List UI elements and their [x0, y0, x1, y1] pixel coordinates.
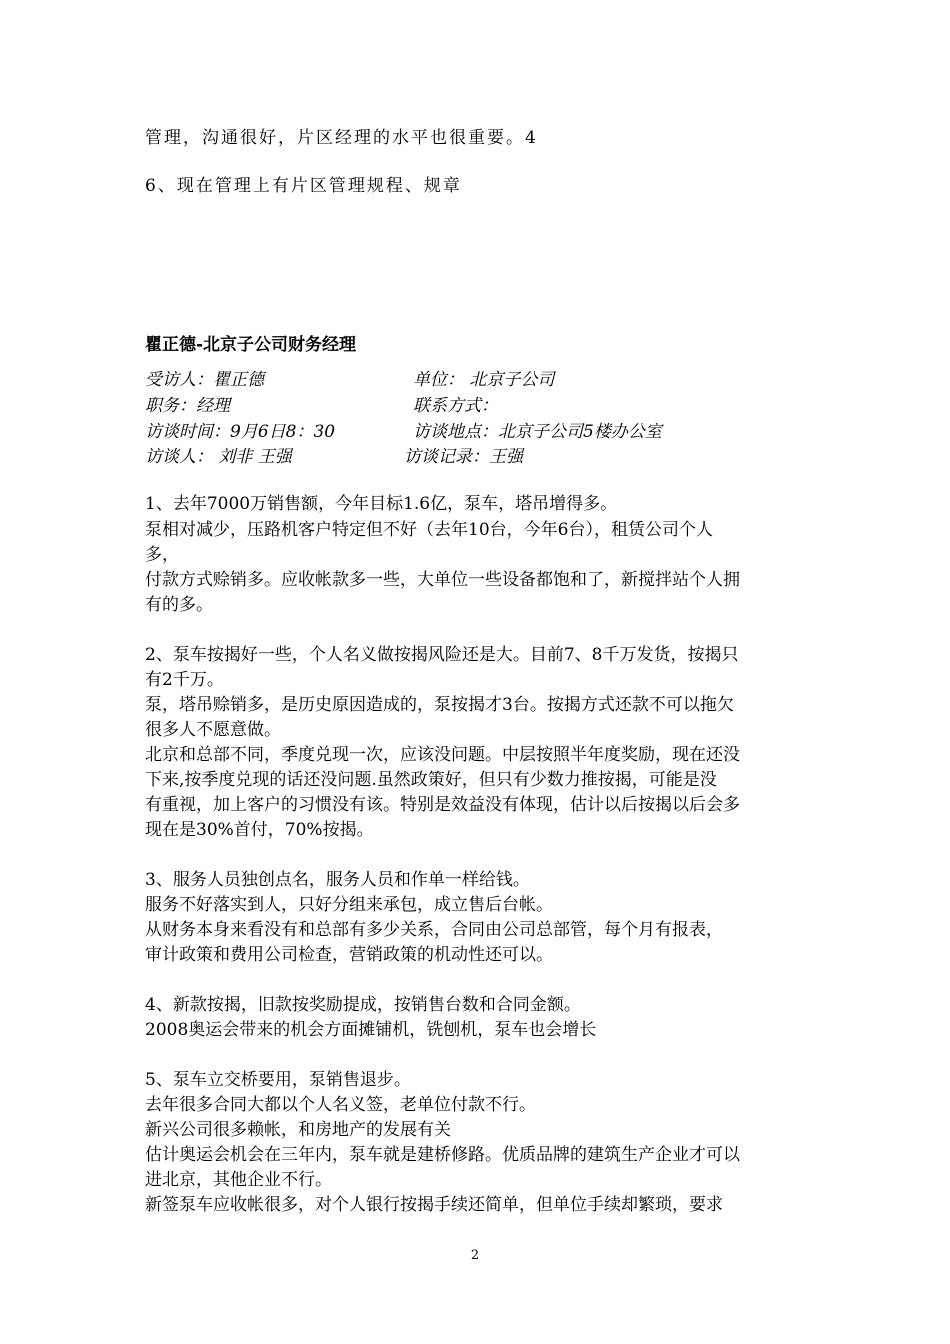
paragraph-2-line: 很多人不愿意做。	[145, 720, 281, 740]
paragraph-5-line: 新兴公司很多赖帐，和房地产的发展有关	[145, 1120, 451, 1140]
paragraph-3-line: 服务不好落实到人，只好分组来承包，成立售后台帐。	[145, 895, 553, 915]
paragraph-2-line: 泵，塔吊赊销多，是历史原因造成的，泵按揭才3台。按揭方式还款不可以拖欠	[145, 695, 734, 715]
paragraph-4-line: 2008奥运会带来的机会方面摊铺机，铣刨机，泵车也会增长	[145, 1020, 597, 1040]
paragraph-3-line: 从财务本身来看没有和总部有多少关系，合同由公司总部管，每个月有报表，	[145, 920, 723, 940]
paragraph-3-line: 3、服务人员独创点名，服务人员和作单一样给钱。	[145, 870, 530, 890]
position-field: 职务：经理	[145, 396, 230, 416]
paragraph-5-line: 新签泵车应收帐很多，对个人银行按揭手续还简单，但单位手续却繁琐，要求	[145, 1195, 723, 1215]
paragraph-1-line: 多，	[145, 545, 179, 565]
page-number: 2	[470, 1248, 480, 1263]
paragraph-5-line: 估计奥运会机会在三年内，泵车就是建桥修路。优质品牌的建筑生产企业才可以	[145, 1145, 740, 1165]
interview-location-field: 访谈地点：北京子公司5楼办公室	[413, 422, 662, 442]
paragraph-3-line: 审计政策和费用公司检查，营销政策的机动性还可以。	[145, 945, 553, 965]
interview-title: 瞿正德-北京子公司财务经理	[145, 335, 357, 355]
paragraph-5-line: 进北京，其他企业不行。	[145, 1170, 332, 1190]
interview-time-field: 访谈时间：9月6日8：30	[145, 422, 336, 442]
paragraph-1-line: 1、去年7000万销售额，今年目标1.6亿，泵车，塔吊增得多。	[145, 494, 618, 514]
contact-field: 联系方式：	[413, 396, 498, 416]
paragraph-5-line: 5、泵车立交桥要用，泵销售退步。	[145, 1070, 411, 1090]
continuation-line: 管理，沟通很好，片区经理的水平也很重要。4	[145, 128, 538, 148]
interviewee-field: 受访人：瞿正德	[145, 370, 264, 390]
paragraph-5-line: 去年很多合同大都以个人名义签，老单位付款不行。	[145, 1095, 536, 1115]
paragraph-2-line: 北京和总部不同，季度兑现一次，应该没问题。中层按照半年度奖励，现在还没	[145, 745, 740, 765]
paragraph-4-line: 4、新款按揭，旧款按奖励提成，按销售台数和合同金额。	[145, 995, 581, 1015]
paragraph-2-line: 下来,按季度兑现的话还没问题.虽然政策好，但只有少数力推按揭，可能是没	[145, 770, 717, 790]
paragraph-2-line: 有重视，加上客户的习惯没有该。特别是效益没有体现，估计以后按揭以后会多	[145, 795, 740, 815]
interviewer-field: 访谈人： 刘非 王强	[145, 447, 292, 467]
paragraph-2-line: 现在是30%首付，70%按揭。	[145, 820, 374, 840]
paragraph-1-line: 付款方式赊销多。应收帐款多一些，大单位一些设备都饱和了，新搅拌站个人拥	[145, 570, 740, 590]
paragraph-2-line: 有2千万。	[145, 670, 224, 690]
paragraph-2-line: 2、泵车按揭好一些，个人名义做按揭风险还是大。目前7、8千万发货，按揭只	[145, 645, 739, 665]
paragraph-1-line: 泵相对减少，压路机客户特定但不好（去年10台，今年6台），租赁公司个人	[145, 520, 713, 540]
recorder-field: 访谈记录：王强	[404, 447, 523, 467]
unit-field: 单位： 北京子公司	[413, 370, 555, 390]
item-6-line: 6、现在管理上有片区管理规程、规章	[145, 176, 462, 196]
paragraph-1-line: 有的多。	[145, 595, 213, 615]
